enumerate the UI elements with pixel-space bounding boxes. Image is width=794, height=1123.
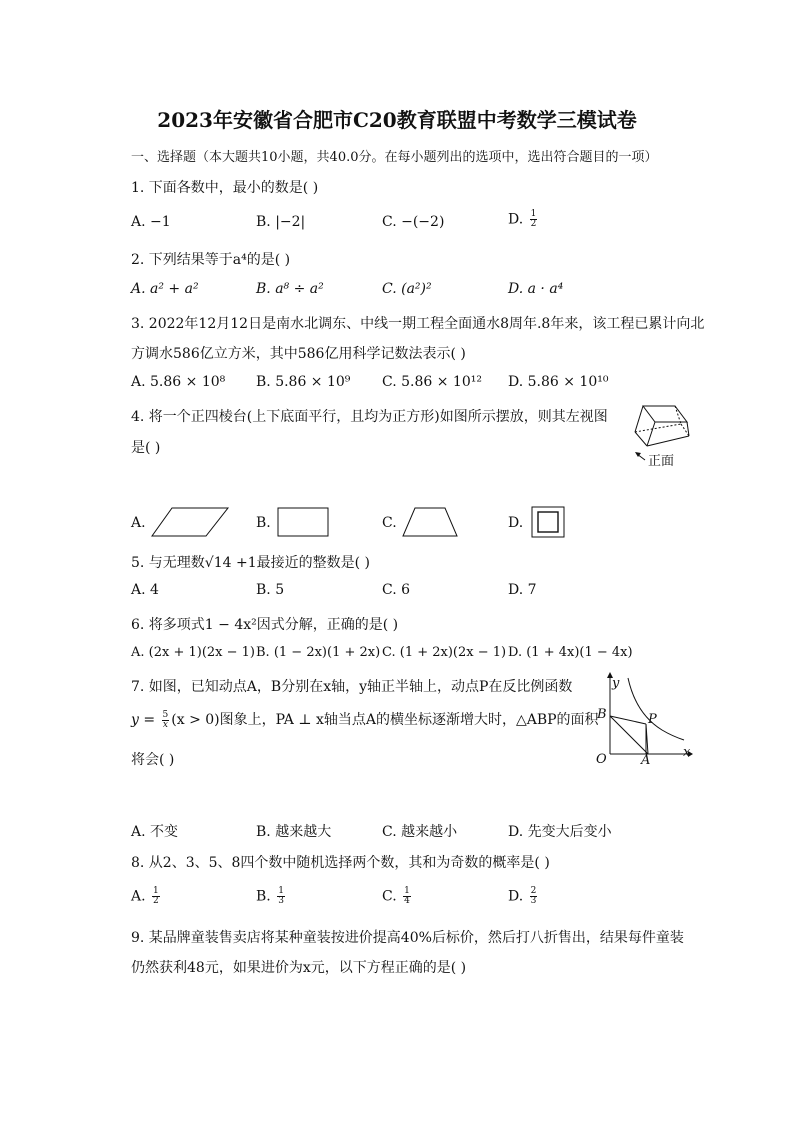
q3-option-c: C. 5.86 × 10¹² xyxy=(382,374,482,390)
question-4-stem-line-1: 4. 将一个正四棱台(上下底面平行，且均为正方形)如图所示摆放，则其左视图 xyxy=(131,409,608,425)
question-7-stem-line-2: y = $\frac{5}{x}$ (x > 0)图象上，PA ⊥ x轴当点A的横坐标逐渐增大时，△ABP的面积 xyxy=(131,709,599,730)
question-4-stem-line-2: 是( ) xyxy=(131,440,161,456)
q2-option-a: A. a² + a² xyxy=(131,281,199,297)
q6-option-c: C. (1 + 2x)(2x − 1) xyxy=(382,645,507,660)
q8-option-c: C. $\frac{1}{4}$ xyxy=(382,886,410,906)
q7-label-y: y xyxy=(612,676,620,691)
q3-option-b: B. 5.86 × 10⁹ xyxy=(256,374,351,390)
q7-option-c: C. 越来越小 xyxy=(382,824,458,840)
q2-option-d: D. a · a⁴ xyxy=(508,281,564,297)
q7-option-b: B. 越来越大 xyxy=(256,824,332,840)
q4-option-c: C. xyxy=(382,515,397,531)
question-7-stem-line-3: 将会( ) xyxy=(131,752,175,768)
q2-option-b: B. a⁸ ÷ a² xyxy=(256,281,324,297)
q2-option-c: C. (a²)² xyxy=(382,281,432,297)
q1-option-b: B. |−2| xyxy=(256,214,306,230)
q4-rectangle-shape xyxy=(276,506,330,538)
q7-stem-fraction: $\frac{5}{x}$ xyxy=(162,709,169,730)
question-6-stem: 6. 将多项式1 − 4x²因式分解，正确的是( ) xyxy=(131,617,399,633)
q6-option-d: D. (1 + 4x)(1 − 4x) xyxy=(508,645,633,660)
q4-option-a: A. xyxy=(131,515,146,531)
q8-option-b: B. $\frac{1}{3}$ xyxy=(256,886,284,906)
q3-option-a: A. 5.86 × 10⁸ xyxy=(131,374,226,390)
q4-option-d: D. xyxy=(508,515,524,531)
page-title: 2023年安徽省合肥市C20教育联盟中考数学三模试卷 xyxy=(157,108,637,132)
q4-option-b: B. xyxy=(256,515,271,531)
q8-option-d-fraction: $\frac{2}{3}$ xyxy=(530,886,537,906)
q8-option-a: A. $\frac{1}{2}$ xyxy=(131,886,159,906)
q3-option-d: D. 5.86 × 10¹⁰ xyxy=(508,374,609,390)
q7-label-b: B xyxy=(597,707,607,722)
question-2-stem: 2. 下列结果等于a⁴的是( ) xyxy=(131,252,291,268)
q1-option-d-fraction: $\frac{1}{2}$ xyxy=(530,209,537,229)
q4-nested-square-shape xyxy=(530,505,566,539)
q6-option-a: A. (2x + 1)(2x − 1) xyxy=(131,645,256,660)
frustum-front-label: 正面 xyxy=(648,454,675,469)
q1-option-d xyxy=(508,210,539,229)
q7-label-p: P xyxy=(648,712,657,727)
q1-option-d-label: D. xyxy=(508,211,528,228)
question-8-stem: 8. 从2、3、5、8四个数中随机选择两个数，其和为奇数的概率是( ) xyxy=(131,855,550,871)
q5-option-b: B. 5 xyxy=(256,582,285,598)
q6-option-b: B. (1 − 2x)(1 + 2x) xyxy=(256,645,381,660)
q7-option-d: D. 先变大后变小 xyxy=(508,824,612,840)
question-7-stem-line-1: 7. 如图，已知动点A，B分别在x轴，y轴正半轴上，动点P在反比例函数 xyxy=(131,679,573,695)
q7-label-x: x xyxy=(683,745,691,760)
question-5-stem: 5. 与无理数√14 +1最接近的整数是( ) xyxy=(131,555,371,571)
question-9-stem-line-1: 9. 某品牌童装售卖店将某种童装按进价提高40%后标价，然后打八折售出，结果每件童装 xyxy=(131,930,684,946)
q1-option-c: C. −(−2) xyxy=(382,214,445,230)
section-heading: 一、选择题（本大题共10小题，共40.0分。在每小题列出的选项中，选出符合题目的一项） xyxy=(131,150,658,165)
q5-option-d: D. 7 xyxy=(508,582,537,598)
q7-label-a: A xyxy=(641,753,651,768)
q4-trapezoid-shape xyxy=(401,506,461,538)
q4-parallelogram-shape xyxy=(150,506,230,538)
q8-option-d: D. $\frac{2}{3}$ xyxy=(508,886,537,906)
q7-option-a: A. 不变 xyxy=(131,824,179,840)
q5-option-a: A. 4 xyxy=(131,582,159,598)
q8-option-c-fraction: $\frac{1}{4}$ xyxy=(404,886,410,906)
q5-option-c: C. 6 xyxy=(382,582,411,598)
q7-label-o: O xyxy=(596,752,607,767)
question-3-stem-line-2: 方调水586亿立方米，其中586亿用科学记数法表示( ) xyxy=(131,346,466,362)
question-1-stem: 1. 下面各数中，最小的数是( ) xyxy=(131,180,319,196)
q8-option-a-fraction: $\frac{1}{2}$ xyxy=(153,886,159,906)
q8-option-b-fraction: $\frac{1}{3}$ xyxy=(278,886,284,906)
question-3-stem-line-1: 3. 2022年12月12日是南水北调东、中线一期工程全面通水8周年.8年来，该工程已累计向北 xyxy=(131,316,705,332)
q1-option-a: A. −1 xyxy=(131,214,171,230)
question-9-stem-line-2: 仍然获利48元，如果进价为x元，以下方程正确的是( ) xyxy=(131,960,467,976)
